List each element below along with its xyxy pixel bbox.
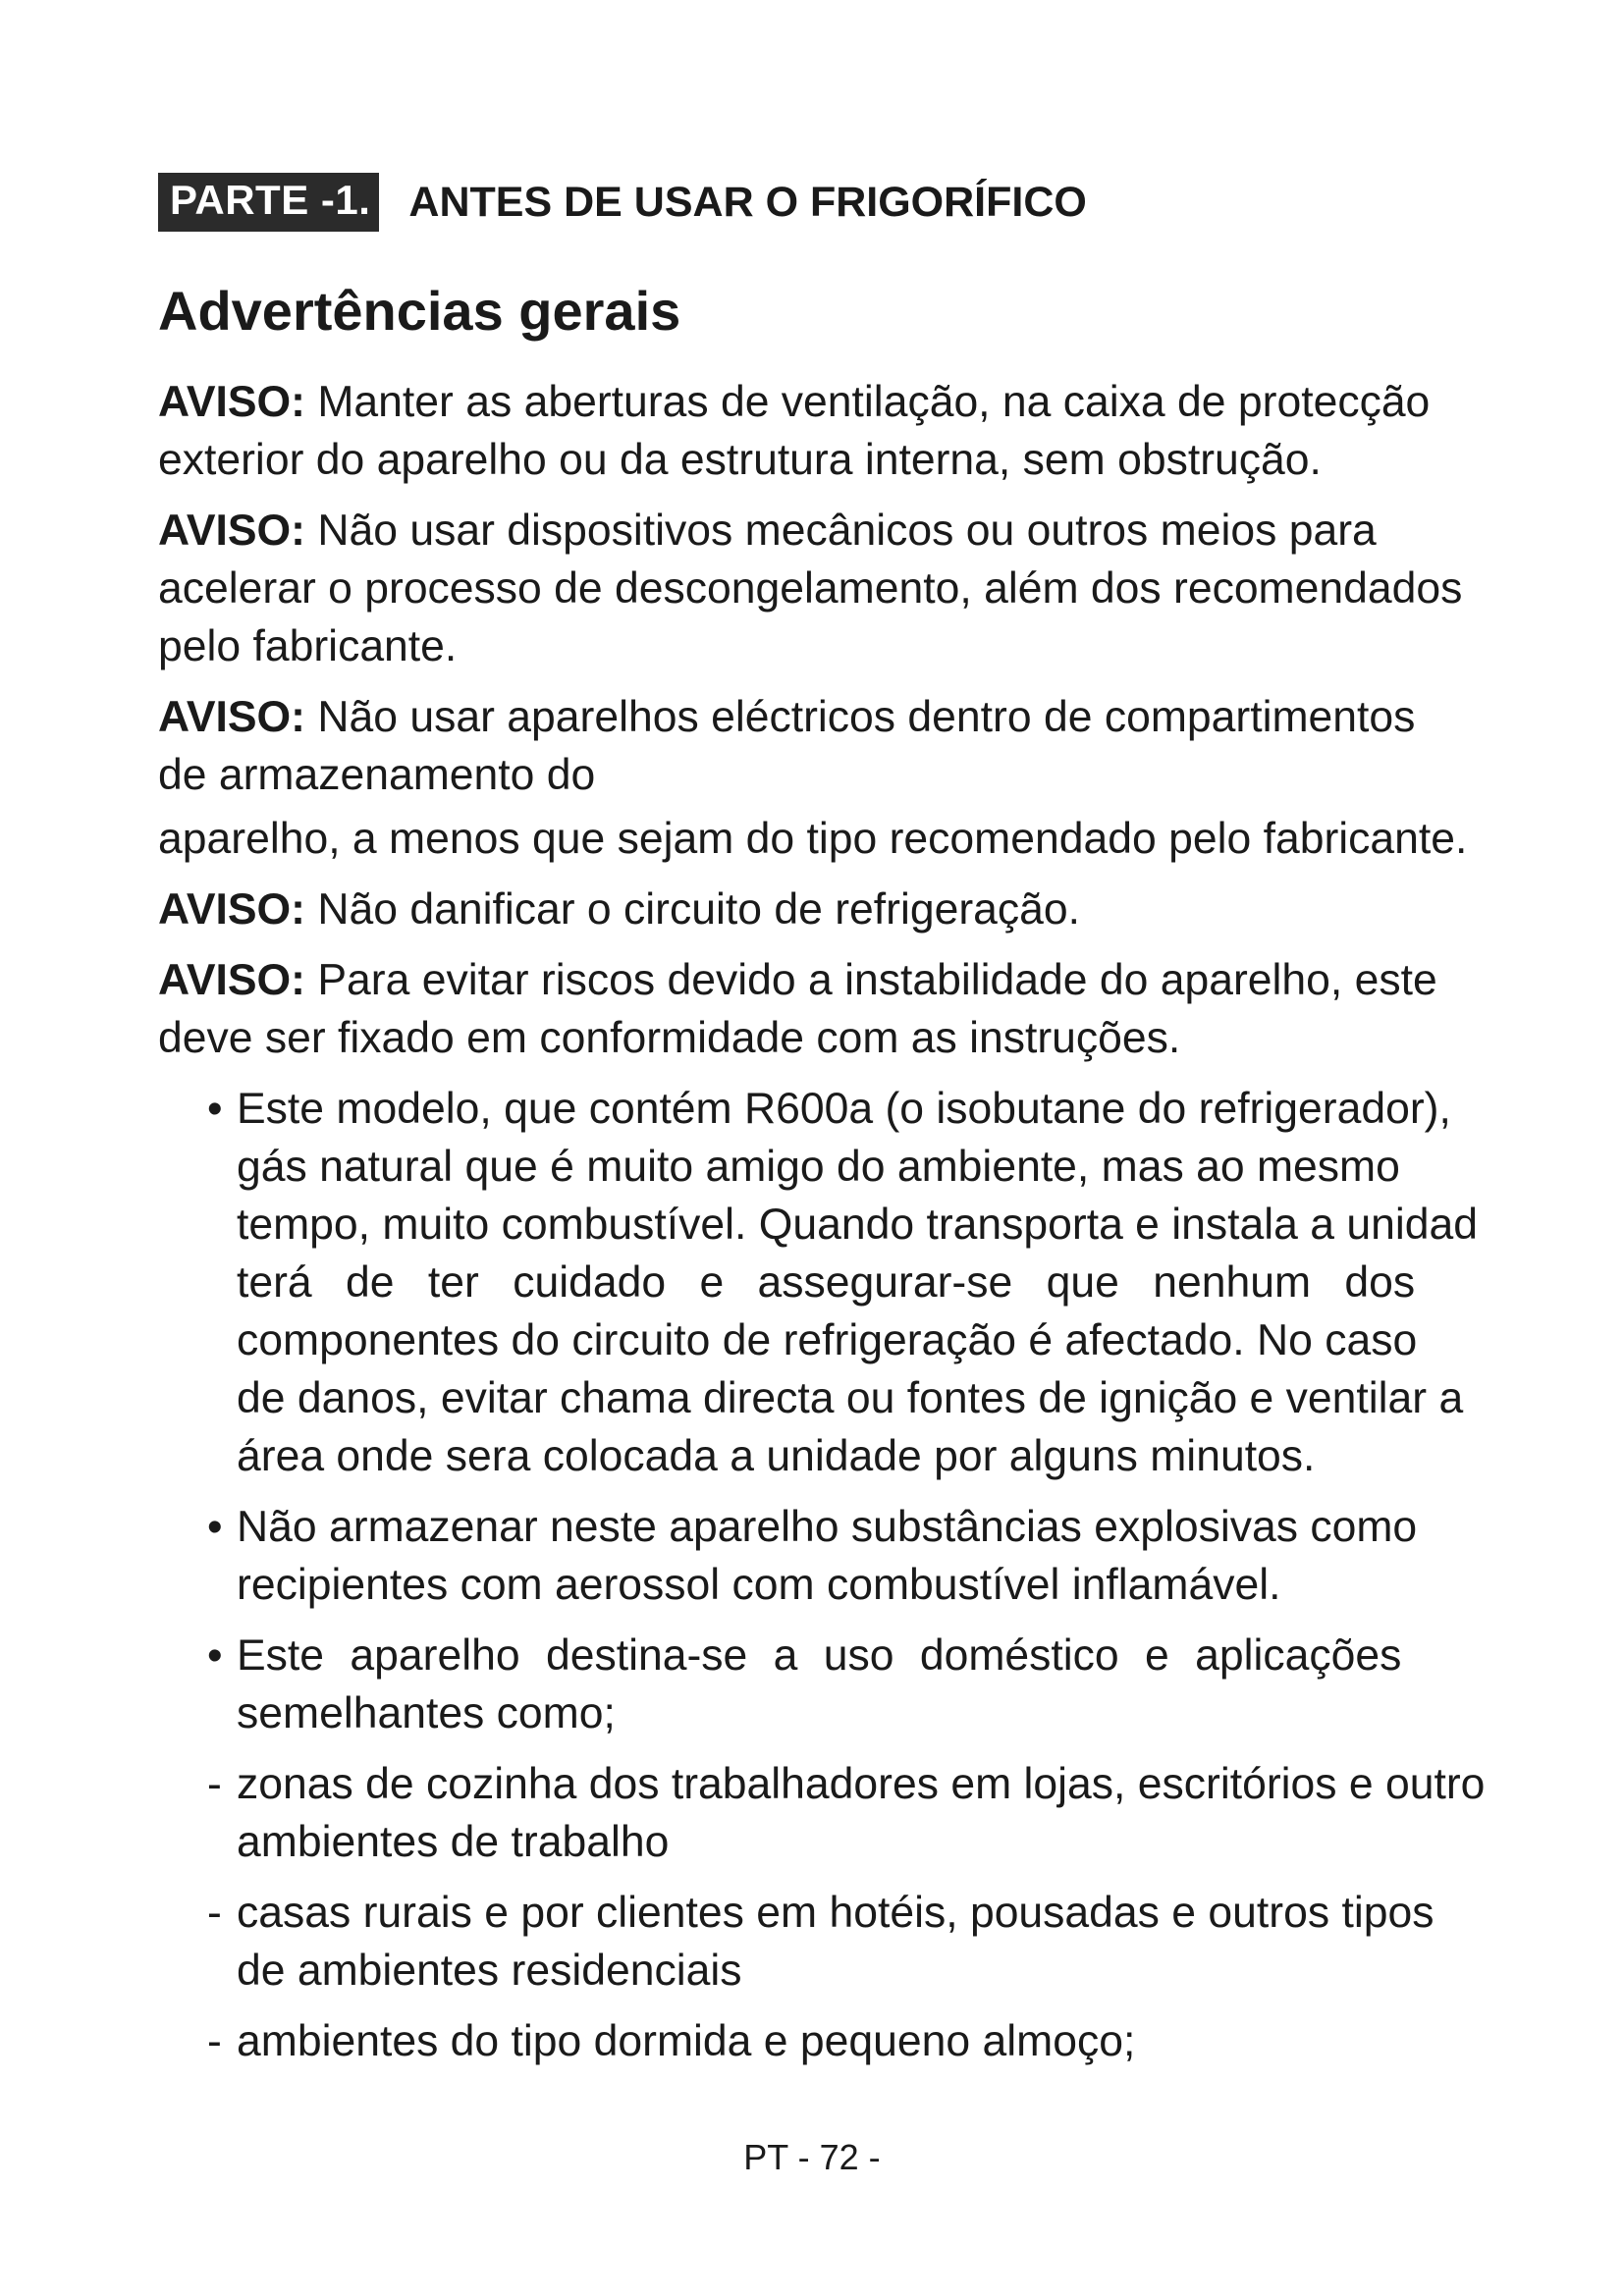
bullet-line: Este aparelho destina-se a uso doméstico e aplicações (237, 1631, 1402, 1680)
dash-marker: - (207, 2017, 222, 2065)
dash-line: de ambientes residenciais (237, 1947, 742, 1995)
part-header (158, 173, 1087, 232)
warning-label: AVISO: (158, 378, 305, 426)
warning-line (158, 373, 1592, 431)
warning-line (158, 951, 1592, 1009)
bullet-item (158, 1627, 1592, 1742)
document-body (158, 373, 1592, 2083)
warning-paragraph (158, 951, 1592, 1067)
bullet-item (158, 1498, 1592, 1614)
warning-text: Manter as aberturas de ventilação, na caixa de protecção (305, 378, 1431, 426)
section-title: Advertências gerais (158, 280, 681, 342)
bullet-line: Este modelo, que contém R600a (o isobutane do refrigerador), (237, 1085, 1451, 1133)
bullet-marker: • (207, 1503, 223, 1551)
warning-text: Não danificar o circuito de refrigeração. (305, 885, 1081, 934)
dash-line: zonas de cozinha dos trabalhadores em lojas, escritórios e outro (237, 1760, 1486, 1808)
warning-label: AVISO: (158, 956, 305, 1004)
dash-marker: - (207, 1760, 222, 1808)
bullet-line: semelhantes como; (237, 1689, 616, 1737)
warning-paragraph (158, 881, 1592, 938)
bullet-marker: • (207, 1085, 223, 1133)
warning-paragraph (158, 688, 1592, 868)
dash-marker: - (207, 1889, 222, 1937)
warning-line (158, 688, 1592, 746)
dash-item (158, 1755, 1592, 1871)
bullet-line: de danos, evitar chama directa ou fontes de ignição e ventilar a (237, 1374, 1464, 1422)
bullet-item (158, 1080, 1592, 1485)
dash-item (158, 2012, 1592, 2070)
bullet-line: recipientes com aerossol com combustível inflamável. (237, 1561, 1281, 1609)
part-title: ANTES DE USAR O FRIGORÍFICO (408, 179, 1087, 226)
part-badge: PARTE -1. (158, 173, 379, 232)
warning-paragraph (158, 373, 1592, 489)
bullet-line: tempo, muito combustível. Quando transporta e instala a unidad (237, 1201, 1479, 1249)
bullet-line: componentes do circuito de refrigeração é afectado. No caso (237, 1316, 1418, 1364)
warning-line: exterior do aparelho ou da estrutura interna, sem obstrução. (158, 436, 1322, 484)
dash-line: ambientes do tipo dormida e pequeno almoço; (237, 2017, 1136, 2065)
bullet-marker: • (207, 1631, 223, 1680)
warning-text: Não usar dispositivos mecânicos ou outros meios para (305, 507, 1377, 555)
dash-line: casas rurais e por clientes em hotéis, pousadas e outros tipos (237, 1889, 1435, 1937)
warning-line: acelerar o processo de descongelamento, além dos recomendados (158, 564, 1463, 613)
warning-line (158, 881, 1592, 938)
warning-line: aparelho, a menos que sejam do tipo recomendado pelo fabricante. (158, 815, 1468, 863)
warning-paragraph (158, 502, 1592, 675)
warning-line: pelo fabricante. (158, 622, 458, 670)
bullet-line: gás natural que é muito amigo do ambiente, mas ao mesmo (237, 1143, 1400, 1191)
bullet-line: área onde sera colocada a unidade por alguns minutos. (237, 1432, 1316, 1480)
warning-line: de armazenamento do (158, 751, 596, 799)
warning-label: AVISO: (158, 693, 305, 741)
page-number: PT - 72 - (743, 2137, 881, 2177)
warning-text: Para evitar riscos devido a instabilidade do aparelho, este (305, 956, 1437, 1004)
dash-line: ambientes de trabalho (237, 1818, 670, 1866)
warning-text: Não usar aparelhos eléctricos dentro de compartimentos (305, 693, 1416, 741)
warning-label: AVISO: (158, 507, 305, 555)
bullet-line: Não armazenar neste aparelho substâncias explosivas como (237, 1503, 1418, 1551)
warning-label: AVISO: (158, 885, 305, 934)
warning-line: deve ser fixado em conformidade com as instruções. (158, 1014, 1181, 1062)
warning-line (158, 502, 1592, 560)
bullet-line: terá de ter cuidado e assegurar-se que nenhum dos (237, 1258, 1416, 1307)
dash-item (158, 1884, 1592, 2000)
